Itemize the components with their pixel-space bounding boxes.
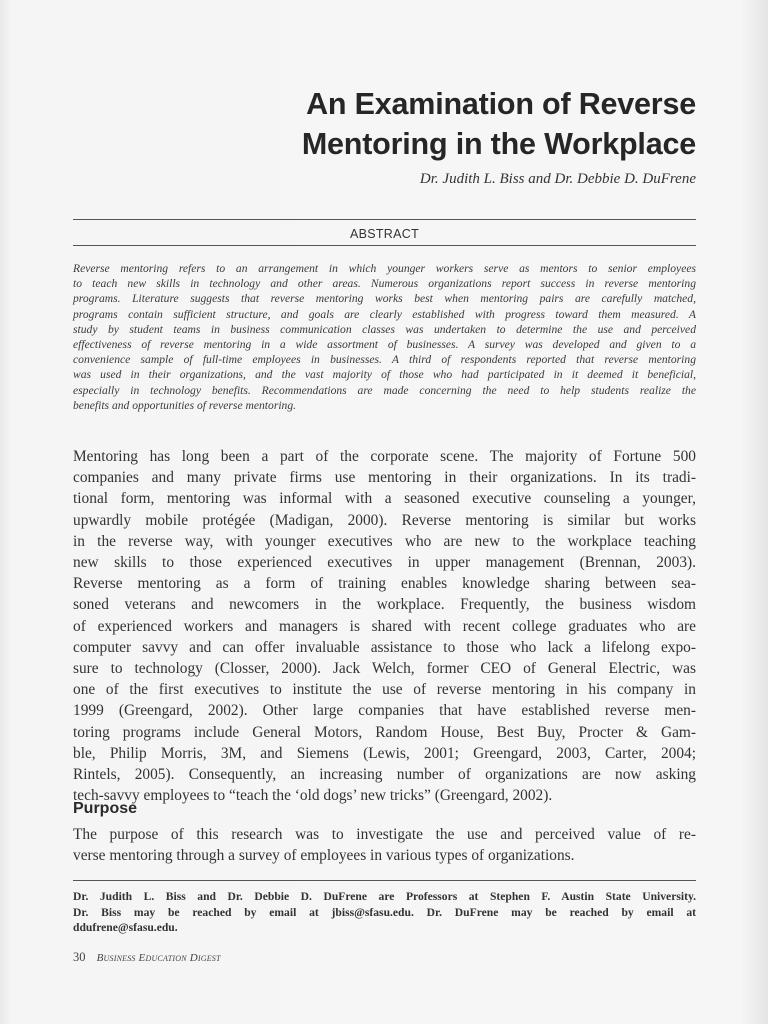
abstract-line: convenience sample of full-time employees in businesses. A third of respondents reported that reverse mentoring	[73, 353, 696, 367]
publication-name: Business Education Digest	[96, 952, 221, 964]
body-line: Reverse mentoring as a form of training enables knowledge sharing between sea-	[73, 575, 696, 593]
article-authors: Dr. Judith L. Biss and Dr. Debbie D. DuFrene	[419, 171, 696, 187]
body-line: one of the first executives to institute the use of reverse mentoring in his company in	[73, 681, 696, 699]
body-line: of experienced workers and managers is shared with recent college graduates who are	[73, 617, 696, 635]
body-line: new skills to those experienced executives in upper management (Brennan, 2003).	[73, 554, 696, 572]
body-line: sure to technology (Closser, 2000). Jack Welch, former CEO of General Electric, was	[73, 660, 696, 678]
page-footer	[73, 950, 221, 965]
body-line: computer savvy and can offer invaluable assistance to those who lack a lifelong expo-	[73, 638, 696, 656]
abstract-line: was used in their organizations, and the vast majority of those who had participated in it deemed it beneficial,	[73, 368, 696, 382]
abstract-text	[73, 261, 696, 413]
body-paragraph	[73, 446, 696, 806]
abstract-line: effectiveness of reverse mentoring in a wide assortment of businesses. A survey was developed and given to a	[73, 338, 696, 352]
abstract-line: especially in technology benefits. Recommendations are made concerning the need to help students realize the	[73, 383, 696, 397]
body-line: companies and many private firms use mentoring in their organizations. In its tradi-	[73, 469, 696, 487]
purpose-line: The purpose of this research was to investigate the use and perceived value of re-	[73, 826, 696, 843]
footnote-line: Dr. Biss may be reached by email at jbiss@sfasu.edu. Dr. DuFrene may be reached by email at	[73, 905, 696, 919]
purpose-line: verse mentoring through a survey of employees in various types of organizations.	[73, 847, 575, 865]
abstract-line: programs contain sufficient structure, and goals are clearly established with progress toward them measured. A	[73, 307, 696, 321]
footnote-line: Dr. Judith L. Biss and Dr. Debbie D. DuFrene are Professors at Stephen F. Austin State University.	[73, 890, 696, 903]
abstract-heading: ABSTRACT	[349, 227, 420, 241]
abstract-bottom-rule	[73, 245, 696, 246]
purpose-paragraph	[73, 824, 696, 866]
body-line: Rintels, 2005). Consequently, an increasing number of organizations are now asking	[73, 766, 696, 784]
footnote-line: ddufrene@sfasu.edu.	[73, 921, 178, 934]
page-number: 30	[73, 950, 86, 964]
article-title-line-1: An Examination of Reverse	[306, 87, 696, 121]
body-line: soned veterans and newcomers in the workplace. Frequently, the business wisdom	[73, 596, 696, 614]
abstract-line: Reverse mentoring refers to an arrangement in which younger workers serve as mentors to senior employees	[73, 262, 696, 275]
body-line: toring programs include General Motors, Random House, Best Buy, Procter & Gam-	[73, 723, 696, 741]
author-footnote	[73, 889, 696, 936]
abstract-line: study by student teams in business communication classes was undertaken to determine the use and perceived	[73, 322, 696, 336]
body-line: tech-savvy employees to “teach the ‘old dogs’ new tricks” (Greengard, 2002).	[73, 787, 553, 805]
abstract-top-rule	[73, 219, 696, 220]
abstract-line: programs. Literature suggests that reverse mentoring works best when mentoring pairs are carefully matched,	[73, 292, 696, 306]
article-title-line-2: Mentoring in the Workplace	[301, 127, 696, 161]
section-heading-purpose: Purpose	[73, 800, 138, 817]
body-line: ble, Philip Morris, 3M, and Siemens (Lewis, 2001; Greengard, 2003, Carter, 2004;	[73, 744, 696, 762]
body-line: Mentoring has long been a part of the corporate scene. The majority of Fortune 500	[73, 448, 696, 465]
body-line: upwardly mobile protégée (Madigan, 2000). Reverse mentoring is similar but works	[73, 511, 696, 529]
body-line: in the reverse way, with younger executives who are new to the workplace teaching	[73, 532, 696, 550]
abstract-line: benefits and opportunities of reverse mentoring.	[73, 398, 297, 412]
abstract-line: to teach new skills in technology and other areas. Numerous organizations report success in reverse mentoring	[73, 277, 696, 291]
body-line: 1999 (Greengard, 2002). Other large companies that have established reverse men-	[73, 702, 696, 720]
body-line: tional form, mentoring was informal with a seasoned executive counseling a younger,	[73, 490, 696, 508]
article-title	[60, 84, 696, 164]
footnote-rule	[73, 880, 696, 881]
